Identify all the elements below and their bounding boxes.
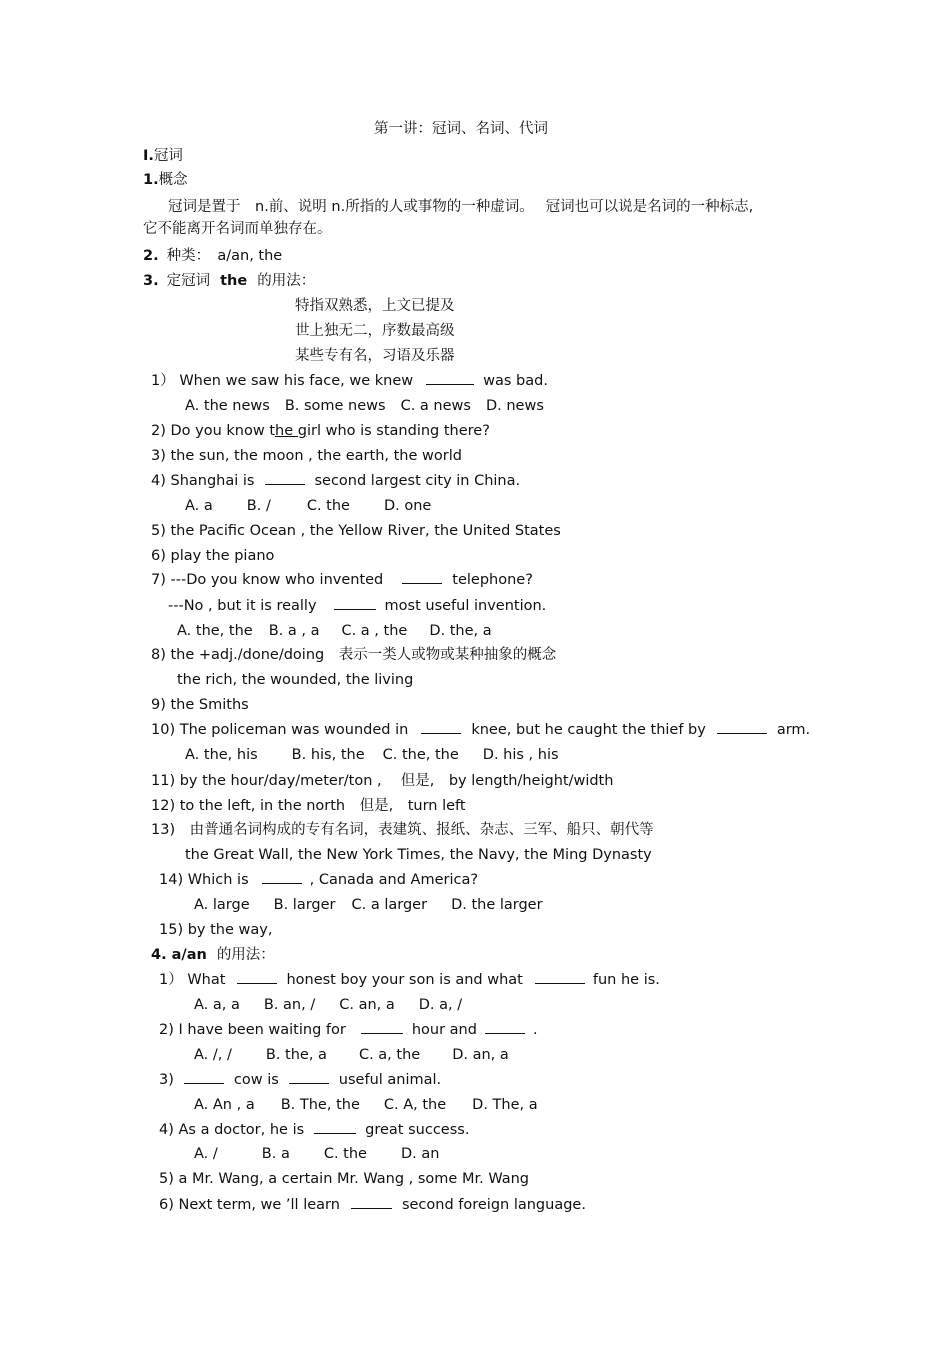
a-an-question-3 [159, 1071, 441, 1089]
example-6: 6) play the piano [151, 548, 275, 564]
example-15: 15) by the way, [159, 922, 273, 938]
rule-line: 某些专有名，习语及乐器 [295, 348, 455, 364]
subheading-number: 3. [143, 273, 159, 289]
option: C. the, the [382, 747, 459, 763]
answer-blank[interactable] [535, 971, 585, 984]
option: C. a, the [358, 1047, 421, 1063]
answer-blank[interactable] [402, 571, 442, 584]
concept-paragraph-line-2: 它不能离开名词而单独存在。 [143, 221, 332, 237]
question-text: 6) Next term, we ’ll learn [159, 1197, 340, 1213]
answer-blank[interactable] [237, 971, 277, 984]
subheading-types [143, 247, 282, 265]
option: A. An , a [194, 1097, 255, 1113]
options-row [185, 497, 431, 515]
option: A. large [194, 897, 250, 913]
option: B. his, the [291, 747, 365, 763]
types-text: 种类： a/an, the [166, 248, 283, 264]
option: D. a, / [418, 997, 463, 1013]
section-title: 冠词 [153, 148, 183, 164]
option: A. a [185, 498, 213, 514]
answer-blank[interactable] [262, 871, 302, 884]
option: B. some news [284, 398, 386, 414]
question-2 [151, 422, 490, 440]
question-text: telephone? [452, 572, 533, 588]
answer-blank[interactable] [717, 721, 767, 734]
option: B. the, a [265, 1047, 327, 1063]
option: D. news [485, 398, 544, 414]
question-1 [151, 372, 548, 390]
example-5: 5) the Pacific Ocean , the Yellow River, the United States [151, 523, 561, 539]
question-text: 4) As a doctor, he is [159, 1122, 305, 1138]
answer-blank[interactable] [314, 1121, 356, 1134]
options-row [185, 746, 559, 764]
question-text: 14) Which is [159, 872, 249, 888]
option: C. a news [400, 398, 471, 414]
example-8-detail: the rich, the wounded, the living [177, 672, 414, 688]
option: D. the, a [429, 623, 492, 639]
underlined-text: he g [275, 423, 307, 439]
answer-blank[interactable] [421, 721, 461, 734]
options-row [194, 1096, 538, 1114]
question-text: useful animal. [338, 1072, 442, 1088]
subheading-text: 定冠词 [166, 273, 211, 289]
option: A. the, the [177, 623, 253, 639]
example-8: 8) the +adj./done/doing 表示一类人或物或某种抽象的概念 [151, 647, 557, 663]
options-row [194, 896, 543, 914]
question-14 [159, 871, 478, 889]
question-text: 1） What [159, 972, 226, 988]
options-row [177, 622, 492, 640]
subheading-number: 4. [151, 947, 167, 963]
question-text: most useful invention. [384, 598, 547, 614]
subheading-text: 概念 [158, 172, 188, 188]
question-text: ---No , but it is really [168, 598, 317, 614]
question-text: 4) Shanghai is [151, 473, 255, 489]
question-7 [151, 571, 533, 589]
option: A. the, his [185, 747, 258, 763]
question-text: , Canada and America? [309, 872, 479, 888]
example-3: 3) the sun, the moon , the earth, the world [151, 448, 462, 464]
answer-blank[interactable] [351, 1196, 392, 1209]
question-4 [151, 472, 520, 490]
subheading-number: 2. [143, 248, 159, 264]
a-an-example-5: 5) a Mr. Wang, a certain Mr. Wang , some Mr. Wang [159, 1171, 530, 1187]
option: C. a larger [351, 897, 428, 913]
answer-blank[interactable] [334, 597, 376, 610]
question-7-reply [168, 597, 546, 615]
example-13: 13) 由普通名词构成的专有名词，表建筑、报纸、杂志、三军、船只、朝代等 [151, 822, 654, 838]
subheading-indefinite-article [151, 946, 275, 964]
subheading-text-post: 的用法： [257, 273, 316, 289]
option: A. /, / [194, 1047, 232, 1063]
option: D. The, a [472, 1097, 538, 1113]
option: D. the larger [451, 897, 543, 913]
answer-blank[interactable] [184, 1071, 224, 1084]
options-row [194, 1046, 509, 1064]
question-text: second foreign language. [401, 1197, 586, 1213]
subheading-concept [143, 171, 188, 189]
answer-blank[interactable] [426, 372, 474, 385]
option: C. an, a [339, 997, 395, 1013]
section-number: I. [143, 148, 154, 164]
option: C. the [323, 1146, 367, 1162]
question-text: great success. [365, 1122, 470, 1138]
question-text: cow is [233, 1072, 279, 1088]
option: B. larger [273, 897, 336, 913]
section-heading [143, 147, 183, 165]
a-an-question-4 [159, 1121, 469, 1139]
option: D. his , his [482, 747, 559, 763]
question-text: honest boy your son is and what [286, 972, 523, 988]
option: C. a , the [341, 623, 408, 639]
question-text: . [532, 1022, 538, 1038]
option: D. an [400, 1146, 440, 1162]
question-text: hour and [411, 1022, 477, 1038]
option: D. one [383, 498, 432, 514]
a-an-question-6 [159, 1196, 586, 1214]
question-text: 2) I have been waiting for [159, 1022, 346, 1038]
question-text: 2) Do you know t [151, 423, 276, 439]
option: B. The, the [280, 1097, 360, 1113]
options-row [194, 996, 462, 1014]
question-10 [151, 721, 810, 739]
option: A. the news [185, 398, 270, 414]
options-row [185, 397, 544, 415]
question-text: 1） When we saw his face, we knew [151, 373, 414, 389]
options-row [194, 1145, 439, 1163]
example-9: 9) the Smiths [151, 697, 249, 713]
answer-blank[interactable] [361, 1021, 403, 1034]
question-text: arm. [776, 722, 811, 738]
option: C. the [306, 498, 350, 514]
answer-blank[interactable] [265, 472, 305, 485]
question-text: was bad. [483, 373, 548, 389]
keyword-a-an: a/an [171, 947, 207, 963]
option: B. / [246, 498, 271, 514]
example-11: 11) by the hour/day/meter/ton , 但是, by length/height/width [151, 773, 614, 789]
question-text: fun he is. [592, 972, 660, 988]
example-12: 12) to the left, in the north 但是, turn left [151, 798, 466, 814]
option: D. an, a [452, 1047, 509, 1063]
subheading-number: 1. [143, 172, 159, 188]
question-text: 7) ---Do you know who invented [151, 572, 384, 588]
option: B. a , a [268, 623, 320, 639]
example-13-detail: the Great Wall, the New York Times, the Navy, the Ming Dynasty [185, 847, 652, 863]
option: B. an, / [263, 997, 316, 1013]
page-title: 第一讲：冠词、名词、代词 [374, 121, 548, 137]
question-text: irl who is standing there? [306, 423, 490, 439]
a-an-question-2 [159, 1021, 538, 1039]
subheading-text: 的用法： [216, 947, 275, 963]
subheading-definite-article [143, 272, 315, 290]
option: A. / [194, 1146, 218, 1162]
option: B. a [261, 1146, 290, 1162]
rule-line: 特指双熟悉，上文已提及 [295, 298, 455, 314]
rule-line: 世上独无二，序数最高级 [295, 323, 455, 339]
answer-blank[interactable] [289, 1071, 329, 1084]
concept-paragraph-line-1: 冠词是置于 n.前、说明 n.所指的人或事物的一种虚词。 冠词也可以说是名词的一种标志, [168, 199, 754, 215]
answer-blank[interactable] [485, 1021, 525, 1034]
question-text: 10) The policeman was wounded in [151, 722, 409, 738]
keyword-the: the [220, 273, 248, 289]
option: C. A, the [383, 1097, 447, 1113]
option: A. a, a [194, 997, 240, 1013]
a-an-question-1 [159, 971, 660, 989]
question-text: second largest city in China. [314, 473, 521, 489]
question-text: knee, but he caught the thief by [471, 722, 706, 738]
question-text: 3) [159, 1072, 174, 1088]
